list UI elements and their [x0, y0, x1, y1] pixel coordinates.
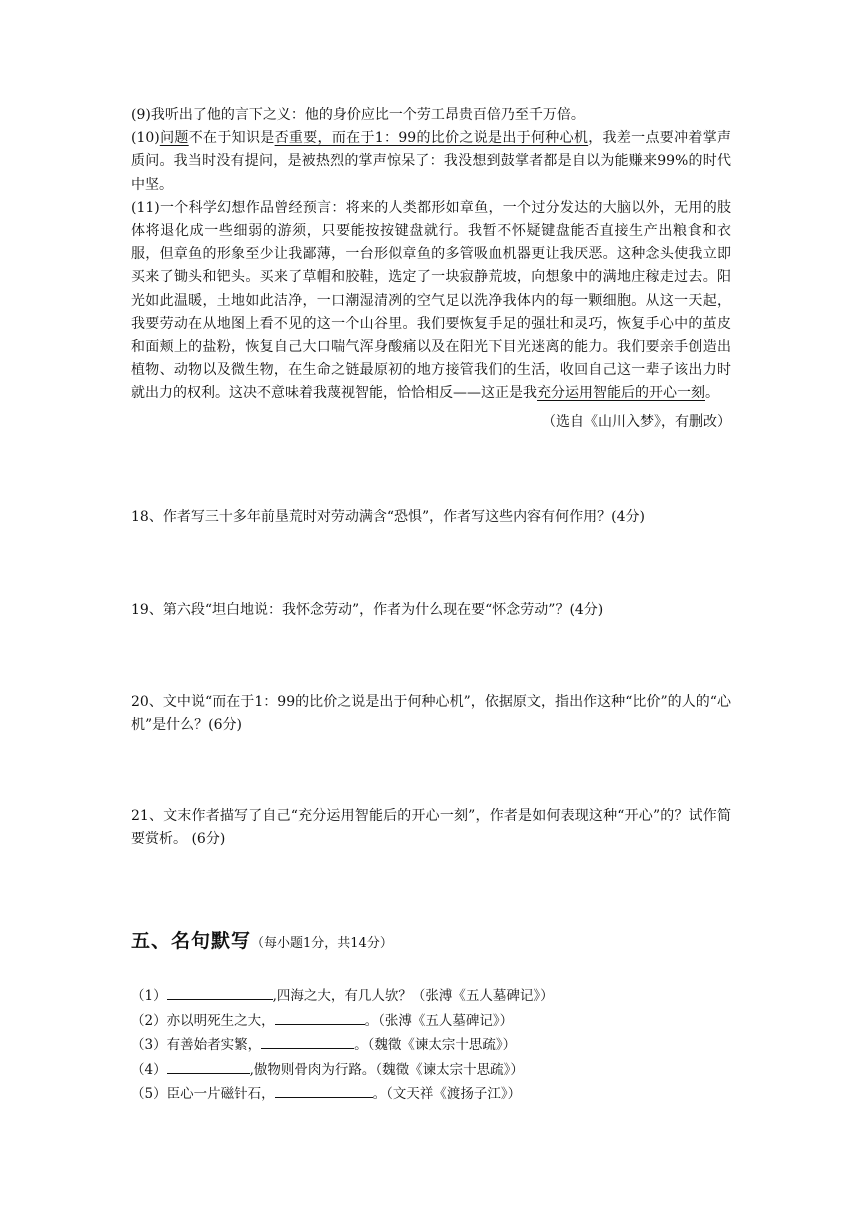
question-18: 18、作者写三十多年前垦荒时对劳动满含“恐惧”，作者写这些内容有何作用？(4分) [131, 509, 645, 525]
recitation-item-4: （4） ,傲物则骨肉为行路。（魏徵《谏太宗十思疏》） [131, 1058, 731, 1083]
recitation-item-3: （3）有善始者实繁， 。（魏徵《谏太宗十思疏》） [131, 1033, 731, 1058]
section-5-note: （每小题1分，共14分） [251, 936, 393, 951]
paragraph-10-number: (10) [131, 130, 160, 147]
question-19: 19、第六段“坦白地说：我怀念劳动”，作者为什么现在要“怀念劳动”？(4分) [131, 602, 604, 618]
paragraph-10 [131, 127, 731, 197]
fill-blank-4[interactable] [167, 1058, 250, 1074]
source-citation: （选自《山川入梦》，有删改） [542, 413, 731, 430]
question-21: 21、文末作者描写了自己“充分运用智能后的开心一刻”，作者是如何表现这种“开心”的？试作简要赏析。 (6分) [131, 808, 731, 847]
fill-blank-2[interactable] [275, 1009, 365, 1025]
document-page [131, 104, 732, 1102]
underlined-phrase-happy-moment: 充分运用智能后的开心一刻 [537, 385, 705, 402]
fill-blank-3[interactable] [261, 1033, 354, 1049]
paragraph-11 [131, 197, 731, 406]
recitation-item-5: （5）臣心一片磁针石， 。（文天祥《渡扬子江》） [131, 1082, 731, 1107]
section-5-heading [131, 926, 393, 959]
section-5-title: 五、名句默写 [131, 930, 252, 952]
paragraph-11-text: (11)一个科学幻想作品曾经预言：将来的人类都形如章鱼，一个过分发达的大脑以外，无用的肢体将退化成一些细弱的游须，只要能按按键盘就行。我暂不怀疑键盘能否直接生产出粮食和衣服，但章鱼的形象至少让我鄙薄，一台形似章鱼的多管吸血机器更让我厌恶。这种念头使我立即买来了锄头和钯头。买来了草帽和胶鞋，选定了一块寂静荒坡，向想象中的满地庄稼走过去。阳光如此温暖，土地如此洁净，一口潮湿清冽的空气足以洗净我体内的每一颗细胞。从这一天起，我要劳动在从地图上看不见的这一个山谷里。我们要恢复手足的强壮和灵巧，恢复手心中的茧皮和面颊上的盐粉，恢复自己大口喘气浑身酸痛以及在阳光下目光迷离的能力。我们要亲手创造出植物、动物以及微生物，在生命之链最原初的地方接管我们的生活，收回自己这一辈子该出力时就出力的权利。这决不意味着我蔑视智能，恰恰相反——这正是我 [131, 199, 731, 402]
paragraph-10-text-a: 不在于知识是 [188, 130, 275, 147]
paragraph-11-end: 。 [705, 385, 719, 402]
recitation-item-2: （2）亦以明死生之大， 。（张溥《五人墓碑记》） [131, 1009, 731, 1034]
recitation-list [131, 984, 731, 1107]
fill-blank-1[interactable] [167, 984, 273, 1000]
underlined-phrase-ratio: 否重要，而在于1：99的比价之说是出于何种心机 [274, 130, 589, 147]
underlined-phrase-problem: 问题 [159, 130, 189, 147]
question-20: 20、文中说“而在于1：99的比价之说是出于何种心机”，依据原文，指出作这种“比价”的人的“心机”是什么？(6分) [131, 694, 731, 733]
recitation-item-1: （1） ,四海之大，有几人欤？（张溥《五人墓碑记》） [131, 984, 731, 1009]
paragraph-10-text-b: ，我差一点要冲着掌声质问。我当时没有提问，是被热烈的掌声惊呆了：我没想到鼓掌者都是自以为能赚来99%的时代中坚。 [131, 130, 732, 193]
paragraph-9: (9)我听出了他的言下之义：他的身价应比一个劳工昂贵百倍乃至千万倍。 [131, 107, 585, 123]
fill-blank-5[interactable] [275, 1082, 373, 1098]
